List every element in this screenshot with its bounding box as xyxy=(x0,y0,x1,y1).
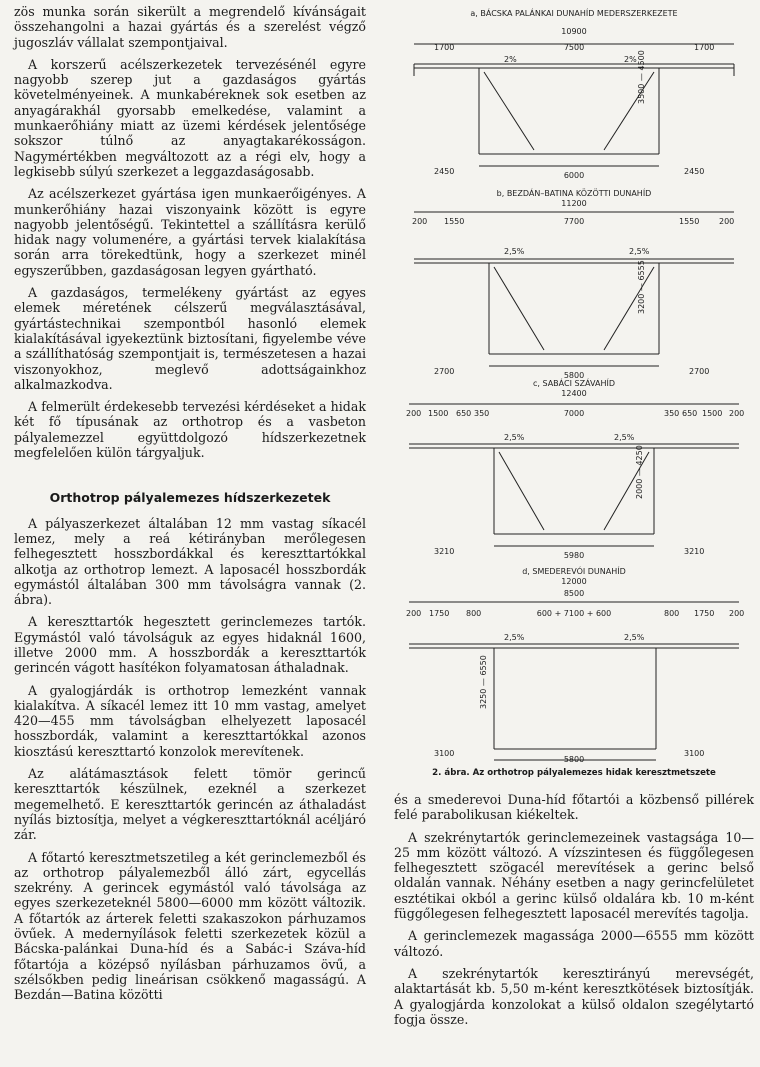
section-b xyxy=(414,212,734,366)
paragraph: A gyalogjárdák is orthotrop lemezként vannak kialakítva. A síkacél lemez itt 10 mm vastag, amelyet 420—455 mm távolságban elhelyezett laposacél hosszbordák, valamint a kereszttartókkal azonos kiosztású kereszttartó konzolok merevítenek. xyxy=(14,682,366,759)
svg-text:5980: 5980 xyxy=(563,551,585,560)
paragraph: A pályaszerkezet általában 12 mm vastag síkacél lemez, mely a reá kétirányban merőlegesen felhegesztett hosszbordákkal és kereszttartókkal alkotja az orthotrop lemezt. A laposacél hosszbordák egymástól általában 300 mm távolságra vannak (2. ábra). xyxy=(14,515,366,608)
paragraph: A kereszttartók hegesztett gerinclemezes tartók. Egymástól való távolságuk az egyes hidaknál 1600, illetve 2000 mm. A hosszbordák a kereszttartók gerincén vágott hasítékon folyamatosan áthaladnak. xyxy=(14,614,366,676)
svg-text:200: 200 xyxy=(406,609,422,618)
svg-text:11200: 11200 xyxy=(561,199,587,208)
svg-text:2,5%: 2,5% xyxy=(629,247,650,256)
svg-text:1550: 1550 xyxy=(444,217,465,226)
svg-text:12400: 12400 xyxy=(561,389,587,398)
paragraph: A gerinclemezek magassága 2000—6555 mm között változó. xyxy=(394,928,754,959)
svg-text:7500: 7500 xyxy=(563,43,585,52)
svg-text:2450: 2450 xyxy=(434,167,455,176)
section-d xyxy=(409,602,739,760)
section-heading: Orthotrop pályalemezes hídszerkezetek xyxy=(49,490,331,506)
svg-text:3210: 3210 xyxy=(434,547,455,556)
svg-text:200: 200 xyxy=(719,217,735,226)
svg-text:1750: 1750 xyxy=(694,609,715,618)
figure-caption: 2. ábra. Az orthotrop pályalemezes hidak keresztmetszete xyxy=(432,768,716,778)
section-a-title: a, BÁCSKA PALÁNKAI DUNAHÍD MEDERSZERKEZETE xyxy=(470,9,678,18)
svg-text:2,5%: 2,5% xyxy=(504,633,525,642)
svg-text:1550: 1550 xyxy=(679,217,700,226)
svg-text:2700: 2700 xyxy=(434,367,455,376)
svg-text:6000: 6000 xyxy=(563,171,585,180)
svg-text:3100: 3100 xyxy=(434,749,455,758)
svg-text:200: 200 xyxy=(412,217,428,226)
svg-text:600 + 7100 + 600: 600 + 7100 + 600 xyxy=(536,609,612,618)
right-column xyxy=(394,4,754,1034)
paragraph: A gazdaságos, termelékeny gyártást az egyes elemek méretének célszerű megválasztásával, gyártástechnikai szempontból hasonló elemek kialakításával igyekeztünk biztosítani, figyelembe véve a szállíthatóság szempontjait is, természetesen a hazai viszonyokhoz, meglevő adottságainkhoz alkalmazkodva. xyxy=(14,285,366,392)
cross-section-drawing xyxy=(394,4,754,764)
section-b-title: b, BEZDÁN–BATINA KÖZÖTTI DUNAHÍD xyxy=(496,189,652,198)
svg-text:350: 350 xyxy=(474,409,490,418)
svg-text:200: 200 xyxy=(406,409,422,418)
svg-text:200: 200 xyxy=(729,609,745,618)
svg-text:1700: 1700 xyxy=(434,43,455,52)
svg-text:7700: 7700 xyxy=(563,217,585,226)
paragraph: A korszerű acélszerkezetek tervezésénél egyre nagyobb szerep jut a gazdaságos gyártás követelményeinek. A munkabéreknek sok esetben az anyagárakhál gyorsabb emelkedése, valamint a munkaerőhiány miatt az üzemi kérdések jelentősége sokszor túlnő az anyagtakarékosságon. Nagymértékben megváltozott az a régi elv, hogy a legkisebb súlyú szerkezet a leggazdaságosabb. xyxy=(14,56,366,179)
paragraph: zös munka során sikerült a megrendelő kívánságait összehangolni a hazai gyártás és a szerelést végző jugoszláv vállalat szempontjaival. xyxy=(14,4,366,50)
svg-text:2,5%: 2,5% xyxy=(504,247,525,256)
svg-text:650: 650 xyxy=(682,409,698,418)
svg-text:800: 800 xyxy=(664,609,680,618)
svg-text:2%: 2% xyxy=(624,55,637,64)
svg-text:800: 800 xyxy=(466,609,482,618)
svg-text:200: 200 xyxy=(729,409,745,418)
svg-text:2000 — 4250: 2000 — 4250 xyxy=(635,445,644,499)
svg-text:350: 350 xyxy=(664,409,680,418)
paragraph: Az alátámasztások felett tömör gerincű kereszttartók készülnek, ezeknél a szerkezet megemelhető. E kereszttartók gerincén az áthaladást nyílás biztosítja, melyet a végkereszttartóknál acéljáró zár. xyxy=(14,766,366,843)
svg-text:2%: 2% xyxy=(504,55,517,64)
left-column xyxy=(14,4,366,1010)
svg-text:1500: 1500 xyxy=(428,409,449,418)
svg-text:7000: 7000 xyxy=(563,409,585,418)
section-a xyxy=(414,44,734,166)
paragraph: A főtartó keresztmetszetileg a két gerinclemezből és az orthotrop pályalemezből álló zárt, egycellás szekrény. A gerincek egymástól való távolsága az egyes szerkezeteknél 5800—6000 mm között változik. A főtartók az árterek feletti szakaszokon párhuzamos övűek. A medernyílások feletti szerkezetek közül a Bácska-palánkai Duna-híd és a Sabác-i Száva-híd főtartója a középső nyílásban párhuzamos övű, a szélsőkben pedig lineárisan csökkenő magasságú. A Bezdán—Batina közötti xyxy=(14,849,366,1003)
svg-text:2,5%: 2,5% xyxy=(504,433,525,442)
svg-text:5800: 5800 xyxy=(563,371,585,380)
svg-text:3250 — 6550: 3250 — 6550 xyxy=(479,655,488,709)
svg-text:2,5%: 2,5% xyxy=(624,633,645,642)
svg-text:2,5%: 2,5% xyxy=(614,433,635,442)
figure-cross-sections xyxy=(394,4,754,778)
paragraph: A szekrénytartók keresztirányú merevségét, alaktartását kb. 5,50 m-ként keresztkötések biztosítják. A gyalogjárda konzolokat a külső oldalon szegélytartó fogja össze. xyxy=(394,965,754,1027)
svg-text:8500: 8500 xyxy=(563,589,585,598)
paragraph: és a smederevoi Duna-híd főtartói a közbenső pillérek felé parabolikusan kiékeltek. xyxy=(394,792,754,823)
svg-text:3210: 3210 xyxy=(684,547,705,556)
section-d-title: d, SMEDEREVÓI DUNAHÍD xyxy=(522,567,626,576)
svg-text:12000: 12000 xyxy=(561,577,587,586)
svg-text:1750: 1750 xyxy=(429,609,450,618)
svg-text:2700: 2700 xyxy=(689,367,710,376)
paragraph: A felmerült érdekesebb tervezési kérdéseket a hidak két fő típusának az orthotrop és a vasbeton pályalemezzel együttdolgozó hídszerkezetnek megfelelően külön tárgyaljuk. xyxy=(14,399,366,461)
svg-text:650: 650 xyxy=(456,409,472,418)
svg-text:2450: 2450 xyxy=(684,167,705,176)
section-c-title: c, SABÁCI SZÁVAHÍD xyxy=(533,379,615,388)
svg-text:1500: 1500 xyxy=(702,409,723,418)
svg-text:3100: 3100 xyxy=(684,749,705,758)
svg-text:1700: 1700 xyxy=(694,43,715,52)
section-c xyxy=(409,404,739,546)
svg-text:10900: 10900 xyxy=(561,27,587,36)
svg-text:3500 — 4500: 3500 — 4500 xyxy=(637,50,646,104)
right-body-text xyxy=(394,792,754,1027)
paragraph: Az acélszerkezet gyártása igen munkaerőigényes. A munkerőhiány hazai viszonyaink között is egyre nagyobb jelentőségű. Tekintettel a szállításra kerülő hidak nagy volumenére, a gyártási tervek kialakítása során arra törekedtünk, hogy a szerkezet minél egyszerűbben, gazdaságosan legyen gyártható. xyxy=(14,186,366,278)
svg-text:3200 — 6555: 3200 — 6555 xyxy=(637,260,646,314)
svg-text:5800: 5800 xyxy=(563,755,585,764)
paragraph: A szekrénytartók gerinclemezeinek vastagsága 10—25 mm között változó. A vízszintesen és függőlegesen felhegesztett szögacél merevítések a gerinc belső oldalán vannak. Néhány esetben a nagy gerincfelületet esztétikai okból a gerinc külső oldalára kb. 10 m-ként függőlegesen felhegesztett laposacél merevítés tagolja. xyxy=(394,829,754,922)
